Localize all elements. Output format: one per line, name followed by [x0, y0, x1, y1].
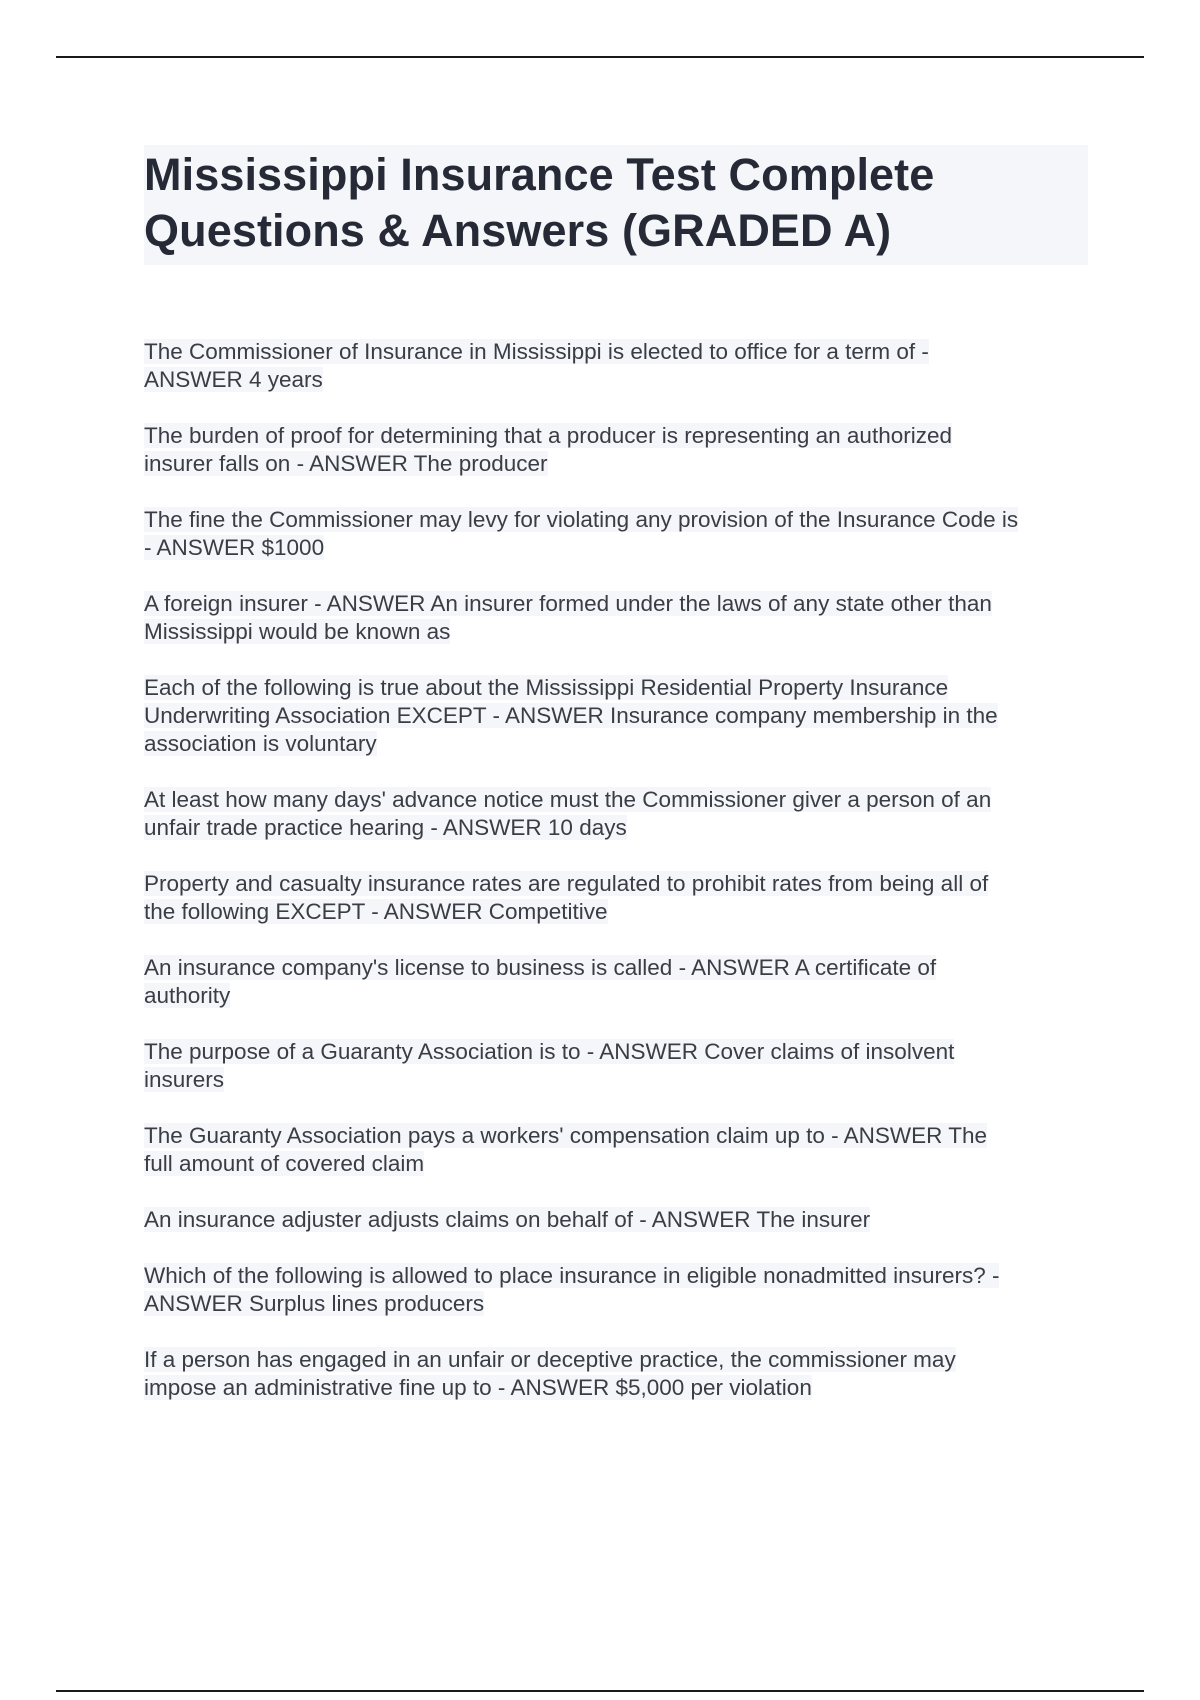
top-rule — [56, 56, 1144, 58]
qa-text-line: full amount of covered claim — [144, 1151, 425, 1176]
qa-item — [144, 786, 1094, 842]
title-line-1: Mississippi Insurance Test Complete — [144, 149, 935, 200]
qa-item — [144, 422, 1094, 478]
qa-text-line: the following EXCEPT - ANSWER Competitive — [144, 899, 608, 924]
qa-text-line: At least how many days' advance notice must the Commissioner giver a person of an — [144, 787, 992, 812]
qa-text-line: The fine the Commissioner may levy for violating any provision of the Insurance Code is — [144, 507, 1019, 532]
qa-text-line: The Commissioner of Insurance in Mississippi is elected to office for a term of - — [144, 339, 929, 364]
qa-item — [144, 338, 1094, 394]
qa-item — [144, 506, 1094, 562]
qa-text-line: - ANSWER $1000 — [144, 535, 325, 560]
qa-text-line: If a person has engaged in an unfair or deceptive practice, the commissioner may — [144, 1347, 956, 1372]
qa-text-line: insurer falls on - ANSWER The producer — [144, 451, 548, 476]
title-line-2: Questions & Answers (GRADED A) — [144, 205, 892, 256]
qa-item — [144, 954, 1094, 1010]
qa-text-line: insurers — [144, 1067, 225, 1092]
qa-text-line: impose an administrative fine up to - ANSWER $5,000 per violation — [144, 1375, 812, 1400]
bottom-rule — [56, 1690, 1144, 1692]
qa-item — [144, 870, 1094, 926]
qa-item — [144, 590, 1094, 646]
qa-text-line: A foreign insurer - ANSWER An insurer formed under the laws of any state other than — [144, 591, 992, 616]
qa-item — [144, 1262, 1094, 1318]
qa-text-line: The Guaranty Association pays a workers' compensation claim up to - ANSWER The — [144, 1123, 988, 1148]
qa-text-line: Mississippi would be known as — [144, 619, 451, 644]
qa-text-line: ANSWER 4 years — [144, 367, 323, 392]
qa-text-line: The purpose of a Guaranty Association is to - ANSWER Cover claims of insolvent — [144, 1039, 955, 1064]
qa-text-line: authority — [144, 983, 231, 1008]
qa-item — [144, 1122, 1094, 1178]
qa-text-line: association is voluntary — [144, 731, 377, 756]
qa-text-line: Each of the following is true about the Mississippi Residential Property Insurance — [144, 675, 949, 700]
qa-text-line: Underwriting Association EXCEPT - ANSWER Insurance company membership in the — [144, 703, 998, 728]
qa-item — [144, 674, 1094, 758]
qa-item — [144, 1206, 1094, 1234]
qa-list — [144, 338, 1094, 1430]
qa-text-line: An insurance adjuster adjusts claims on behalf of - ANSWER The insurer — [144, 1207, 871, 1232]
document-title — [144, 147, 1088, 259]
qa-text-line: unfair trade practice hearing - ANSWER 10 days — [144, 815, 627, 840]
qa-text-line: Which of the following is allowed to place insurance in eligible nonadmitted insurers? - — [144, 1263, 1000, 1288]
qa-item — [144, 1038, 1094, 1094]
qa-item — [144, 1346, 1094, 1402]
qa-text-line: ANSWER Surplus lines producers — [144, 1291, 485, 1316]
title-block — [144, 145, 1088, 265]
qa-text-line: Property and casualty insurance rates are regulated to prohibit rates from being all of — [144, 871, 989, 896]
qa-text-line: The burden of proof for determining that a producer is representing an authorized — [144, 423, 952, 448]
qa-text-line: An insurance company's license to business is called - ANSWER A certificate of — [144, 955, 937, 980]
